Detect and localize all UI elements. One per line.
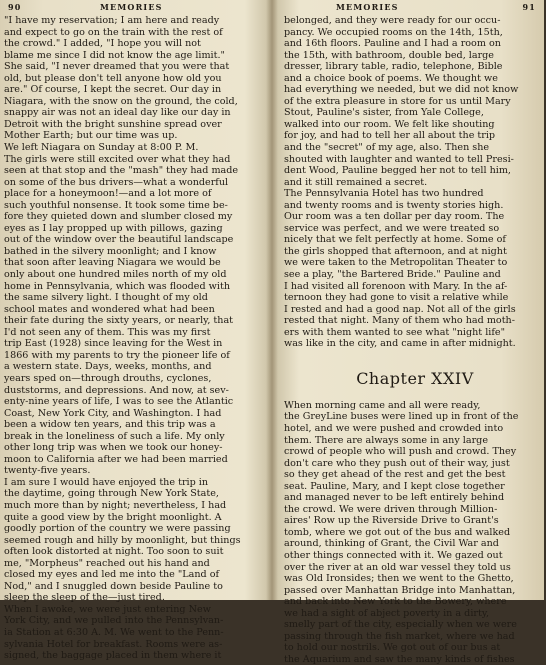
text-line: aires' Row up the Riverside Drive to Grant's (284, 515, 499, 527)
text-line: We left Niagara on Sunday at 8:00 P. M. (4, 142, 199, 154)
text-line: When morning came and all were ready, (284, 399, 481, 411)
text-line: belonged, and they were ready for our occu- (284, 15, 501, 26)
text-line: passed over Manhattan Bridge into Manhattan, (284, 584, 516, 596)
right-running-title: MEMORIES (336, 2, 399, 12)
text-line: and managed never to be left entirely behind (284, 492, 505, 504)
text-line: The Pennsylvania Hotel has two hundred (284, 188, 484, 200)
text-line: hotel, and we were pushed and crowded into (284, 422, 504, 434)
text-line: the Aquarium and saw the many kinds of fishes (284, 653, 515, 665)
text-line: was like in the city, and came in after midnight. (284, 338, 516, 350)
text-line: on some of the bus drivers—what a wonderful (4, 176, 229, 188)
right-page-body (284, 15, 546, 665)
text-line: snappy air was not an ideal day like our day in (4, 107, 231, 119)
text-line: Nod," and I snuggled down beside Pauline to (4, 580, 223, 592)
text-line: was Old Ironsides; then we went to the Ghetto, (284, 573, 514, 585)
text-line: seen at that stop and the "mash" they had made (4, 165, 239, 177)
text-line: "I have my reservation; I am here and ready (4, 15, 220, 26)
text-line: Our room was a ten dollar per day room. The (284, 211, 505, 223)
text-line: bathed in the silvery moonlight; and I know (4, 245, 217, 257)
text-line: Stout, Pauline's sister, from Yale College, (284, 107, 484, 119)
text-line: dent Wood, Pauline begged her not to tell him, (284, 165, 511, 177)
text-line: are." Of course, I kept the secret. Our day in (4, 84, 222, 96)
text-line: see a play, "the Bartered Bride." Pauline and (284, 269, 501, 281)
text-line: the 15th, with bathroom, double bed, large (284, 49, 494, 61)
text-line: that soon after leaving Niagara we would be (4, 257, 221, 269)
text-line: the same silvery light. I thought of my old (4, 292, 208, 304)
text-line: of the extra pleasure in store for us until Mary (284, 95, 511, 107)
text-line: She said, "I never dreamed that you were that (4, 61, 230, 73)
text-line: and it still remained a secret. (284, 176, 428, 188)
text-line: home in Pennsylvania, which was flooded with (4, 280, 230, 292)
text-line: dresser, library table, radio, telephone, Bible (284, 61, 503, 73)
text-line: ternoon they had gone to visit a relative while (284, 292, 509, 304)
text-line: to hold our nostrils. We got out of our bus at (284, 642, 501, 654)
text-line: I'd not seen any of them. This was my first (4, 326, 211, 338)
text-line: sleep the sleep of the—just tired. (4, 592, 165, 604)
text-line: and twenty rooms and is twenty stories high. (284, 199, 504, 211)
text-line: for joy, and had to tell her all about the trip (284, 130, 496, 142)
left-page-body (4, 15, 266, 662)
text-line: old, but please don't tell anyone how old you (4, 72, 222, 84)
text-line: and expect to go on the train with the rest of (4, 26, 223, 38)
text-line: place for a honeymoon!—and a lot more of (4, 188, 212, 200)
text-line: duststorms, and depressions. And now, at sev- (4, 384, 229, 396)
text-line: a western state. Days, weeks, months, and (4, 361, 212, 373)
text-line: ia Station at 6:30 A. M. We went to the Penn- (4, 626, 224, 638)
text-line: the crowd." I added, "I hope you will not (4, 38, 201, 50)
text-line: When I awoke, we were just entering New (4, 603, 211, 615)
right-page-header (274, 2, 544, 14)
text-line: signed, the baggage placed in them where it (4, 650, 222, 662)
text-line: Niagara, with the snow on the ground, the cold, (4, 95, 238, 107)
text-line: service was perfect, and we were treated so (284, 222, 500, 234)
text-line: break in the loneliness of such a life. My only (4, 430, 225, 442)
text-line: enty-nine years of life, I was to see the Atlantic (4, 396, 234, 408)
text-line: and back into New York to the Bowery, where (284, 596, 507, 608)
right-body-after-chapter (284, 400, 546, 665)
text-line: their fate during the sixty years, or nearly, that (4, 315, 234, 327)
text-line: I had visited all forenoon with Mary. In the af- (284, 280, 508, 292)
text-line: often look distorted at night. Too soon to suit (4, 546, 224, 558)
text-line: and 16th floors. Pauline and I had a room on (284, 38, 501, 50)
text-line: so they get ahead of the rest and get the best (284, 469, 506, 481)
text-line: only about one hundred miles north of my old (4, 269, 227, 281)
text-line: fore they quieted down and slumber closed my (4, 211, 233, 223)
text-line: and a choice book of poems. We thought we (284, 72, 498, 84)
chapter-heading: Chapter XXIV (356, 368, 474, 388)
text-line: the GreyLine buses were lined up in front of the (284, 411, 519, 423)
text-line: much more than by night; nevertheless, I had (4, 499, 227, 511)
text-line: other long trip was when we took our honey- (4, 442, 223, 454)
text-line: The girls were still excited over what they had (4, 153, 231, 165)
text-line: moon to California after we had been married (4, 453, 228, 465)
text-line: crowd of people who will push and crowd. They (284, 446, 517, 458)
text-line: me, "Morpheus" reached out his hand and (4, 557, 210, 569)
text-line: school mates and wondered what had been (4, 303, 215, 315)
text-line: goodly portion of the country we were passing (4, 523, 231, 535)
text-line: over the river at an old war vessel they told us (284, 561, 511, 573)
text-line: other things connected with it. We gazed out (284, 549, 503, 561)
left-running-title: MEMORIES (100, 2, 163, 12)
text-line: sylvania Hotel for breakfast. Rooms were as- (4, 638, 223, 650)
text-line: tomb, where we got out of the bus and walked (284, 526, 511, 538)
text-line: them. There are always some in any large (284, 434, 489, 446)
text-line: and the "secret" of my age, also. Then she (284, 142, 490, 154)
text-line: I rested and had a good nap. Not all of the girls (284, 303, 516, 315)
text-line: nicely that we felt perfectly at home. Some of (284, 234, 506, 246)
text-line: seemed rough and hilly by moonlight, but things (4, 534, 241, 546)
text-line: Coast, New York City, and Washington. I had (4, 407, 222, 419)
text-line: walked into our room. We felt like shouting (284, 118, 495, 130)
text-line: twenty-five years. (4, 465, 91, 477)
text-line: we were taken to the Metropolitan Theater to (284, 257, 508, 269)
text-line: eyes as I lay propped up with pillows, gazing (4, 222, 223, 234)
left-page-header (0, 2, 270, 14)
right-page (274, 0, 544, 665)
text-line: such youthful nonsense. It took some time be- (4, 199, 228, 211)
text-line: quite a good view by the bright moonlight. A (4, 511, 222, 523)
text-line: passing through the fish market, where we had (284, 630, 515, 642)
right-page-number: 91 (522, 2, 536, 12)
text-line: closed my eyes and led me into the "Land of (4, 569, 220, 581)
text-line: trip East (1928) since leaving for the West in (4, 338, 223, 350)
text-line: Detroit with the bright sunshine spread over (4, 118, 222, 130)
left-page (0, 0, 270, 662)
text-line: out of the window over the beautiful landscape (4, 234, 234, 246)
text-line: pancy. We occupied rooms on the 14th, 15th, (284, 26, 503, 38)
text-line: smelly part of the city, especially when we were (284, 619, 517, 631)
text-line: we had a sight of abject poverty in a dirty, (284, 607, 490, 619)
text-line: the girls shopped that afternoon, and at night (284, 245, 507, 257)
text-line: blame me since I did not know the age limit." (4, 49, 225, 61)
left-page-number: 90 (8, 2, 22, 12)
text-line: I am sure I would have enjoyed the trip in (4, 476, 209, 488)
text-line: around, thinking of Grant, the Civil War and (284, 538, 499, 550)
text-line: had everything we needed, but we did not know (284, 84, 519, 96)
text-line: don't care who they push out of their way, just (284, 457, 510, 469)
text-line: the daytime, going through New York State, (4, 488, 219, 500)
text-line: 1866 with my parents to try the pioneer life of (4, 349, 230, 361)
text-line: Mother Earth; but our time was up. (4, 130, 178, 142)
text-line: been a widow ten years, and this trip was a (4, 419, 216, 431)
text-line: ers with them wanted to see what "night life" (284, 326, 505, 338)
text-line: years sped on—through drouths, cyclones, (4, 372, 212, 384)
text-line: shouted with laughter and wanted to tell Presi- (284, 153, 514, 165)
text-line: the crowd. We were driven through Million- (284, 503, 498, 515)
text-line: York City, and we pulled into the Pennsylvan- (4, 615, 224, 627)
text-line: rested that night. Many of them who had moth- (284, 315, 515, 327)
right-body-before-chapter (284, 15, 546, 350)
text-line: seat. Pauline, Mary, and I kept close together (284, 480, 505, 492)
